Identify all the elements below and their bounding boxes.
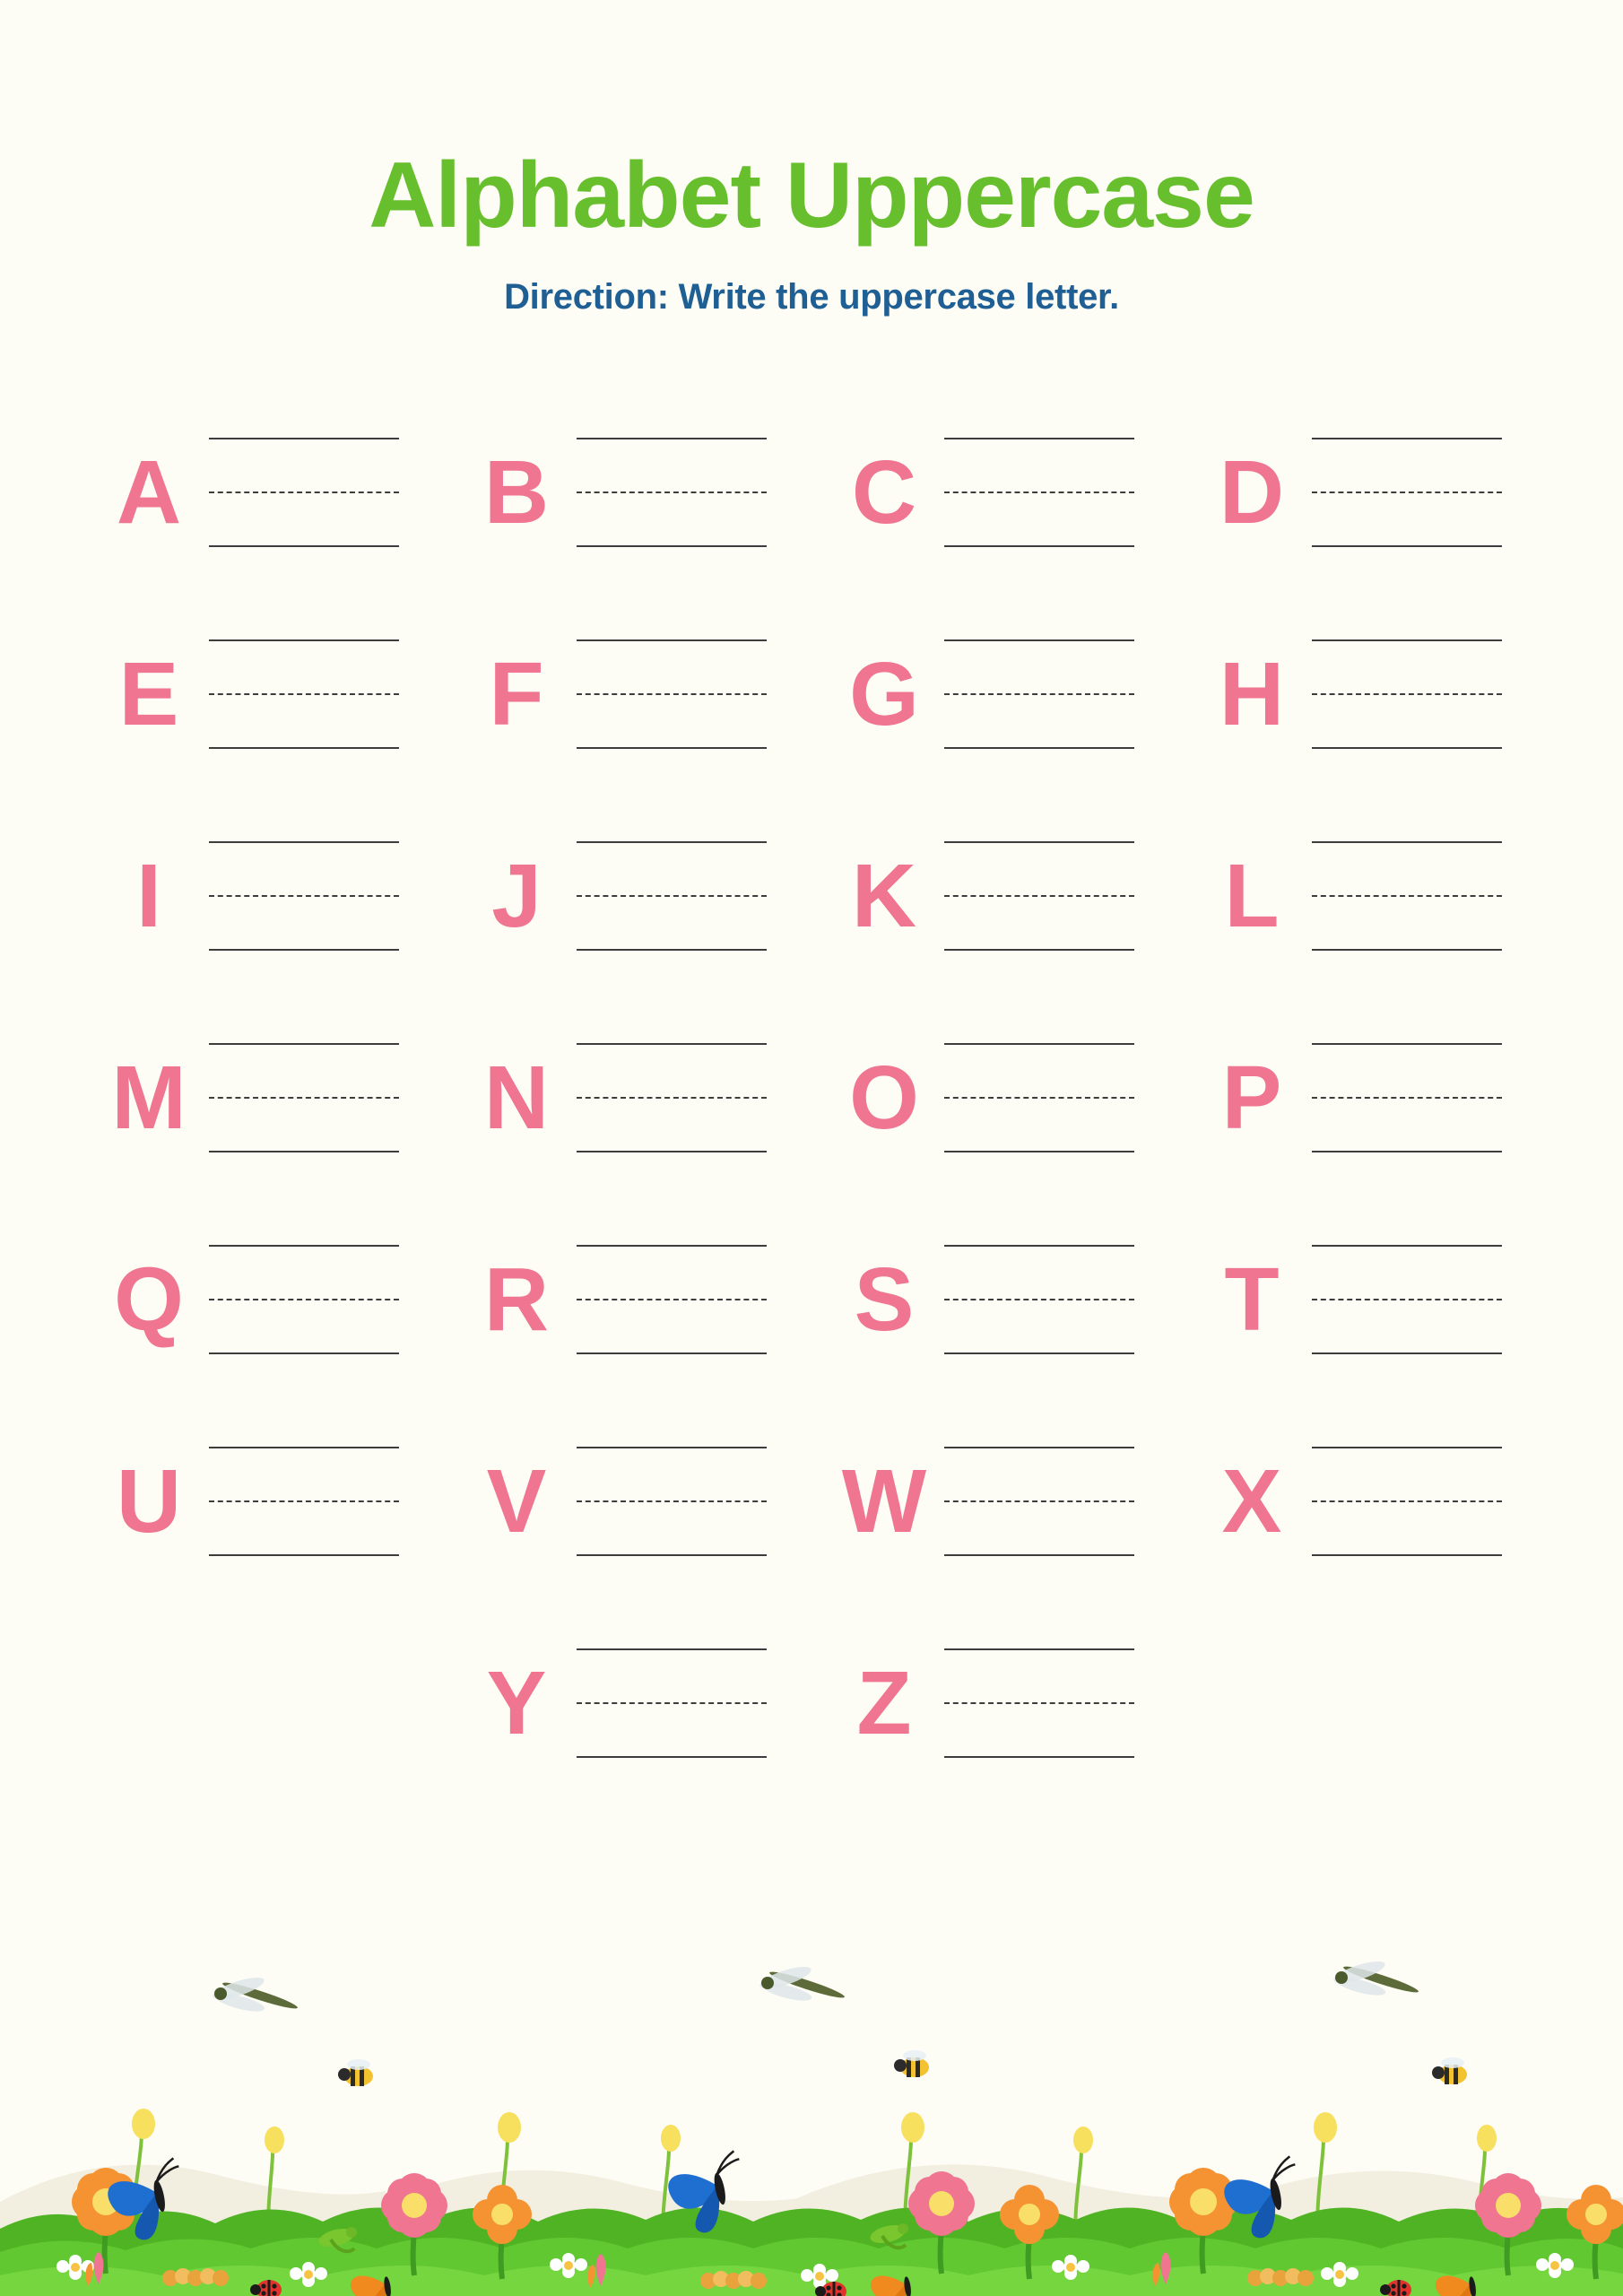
letter-glyph: O — [849, 1047, 919, 1148]
line-middle — [944, 491, 1134, 493]
letter-glyph: T — [1224, 1248, 1280, 1350]
letter-cell — [1179, 795, 1547, 996]
line-top — [944, 639, 1134, 641]
letter-cell — [812, 1198, 1179, 1400]
writing-lines[interactable] — [1312, 1434, 1502, 1569]
writing-lines[interactable] — [944, 425, 1134, 560]
letter-glyph: S — [854, 1248, 915, 1350]
letter-grid — [76, 391, 1547, 1804]
page-title: Alphabet Uppercase — [369, 144, 1254, 248]
line-top — [577, 1245, 767, 1247]
line-top — [944, 1648, 1134, 1650]
line-top — [209, 1043, 399, 1045]
letter-glyph: R — [483, 1248, 550, 1350]
writing-lines[interactable] — [1312, 1031, 1502, 1165]
letter-cell — [76, 1400, 444, 1602]
line-top — [577, 1447, 767, 1448]
line-bottom — [577, 1151, 767, 1152]
line-bottom — [944, 1756, 1134, 1758]
line-top — [944, 841, 1134, 843]
letter-cell — [444, 795, 812, 996]
line-top — [1312, 438, 1502, 439]
line-bottom — [944, 747, 1134, 749]
line-middle — [577, 491, 767, 493]
line-bottom — [209, 1151, 399, 1152]
line-bottom — [1312, 1151, 1502, 1152]
letter-glyph: X — [1221, 1450, 1282, 1552]
line-middle — [944, 1299, 1134, 1300]
letter-glyph: Q — [114, 1248, 184, 1350]
letter-glyph: U — [116, 1450, 182, 1552]
line-bottom — [577, 1756, 767, 1758]
line-middle — [577, 1500, 767, 1502]
line-top — [209, 841, 399, 843]
line-middle — [944, 1702, 1134, 1704]
letter-glyph: J — [491, 845, 542, 946]
writing-lines[interactable] — [944, 829, 1134, 963]
writing-lines[interactable] — [944, 1031, 1134, 1165]
line-bottom — [944, 1352, 1134, 1354]
writing-lines[interactable] — [1312, 1232, 1502, 1367]
line-top — [209, 639, 399, 641]
writing-lines[interactable] — [577, 1434, 767, 1569]
letter-glyph: E — [118, 643, 179, 744]
line-bottom — [577, 1352, 767, 1354]
writing-lines[interactable] — [1312, 829, 1502, 963]
line-bottom — [209, 545, 399, 547]
line-middle — [209, 1500, 399, 1502]
line-middle — [1312, 693, 1502, 695]
worksheet-header — [0, 0, 1623, 317]
letter-cell — [1179, 593, 1547, 795]
line-top — [944, 1447, 1134, 1448]
letter-glyph: C — [851, 441, 917, 543]
line-top — [577, 639, 767, 641]
line-bottom — [944, 949, 1134, 951]
line-top — [209, 438, 399, 439]
writing-lines[interactable] — [944, 1636, 1134, 1770]
writing-lines[interactable] — [944, 1232, 1134, 1367]
writing-lines[interactable] — [944, 1434, 1134, 1569]
line-middle — [209, 895, 399, 897]
line-bottom — [1312, 747, 1502, 749]
line-bottom — [944, 1151, 1134, 1152]
line-bottom — [1312, 1554, 1502, 1556]
line-bottom — [944, 545, 1134, 547]
letter-cell — [1179, 1198, 1547, 1400]
writing-lines[interactable] — [209, 829, 399, 963]
line-bottom — [577, 747, 767, 749]
line-top — [577, 841, 767, 843]
line-bottom — [209, 1554, 399, 1556]
writing-lines[interactable] — [577, 829, 767, 963]
line-top — [577, 438, 767, 439]
letter-cell — [444, 996, 812, 1198]
line-middle — [1312, 1097, 1502, 1099]
writing-lines[interactable] — [1312, 627, 1502, 761]
letter-glyph: N — [483, 1047, 550, 1148]
line-top — [944, 1245, 1134, 1247]
letter-glyph: G — [849, 643, 919, 744]
line-top — [1312, 1245, 1502, 1247]
line-bottom — [1312, 949, 1502, 951]
writing-lines[interactable] — [577, 1636, 767, 1770]
letter-cell — [76, 795, 444, 996]
letter-glyph: B — [483, 441, 550, 543]
direction-text: Direction: Write the uppercase letter. — [504, 277, 1119, 317]
letter-glyph: P — [1221, 1047, 1282, 1148]
line-bottom — [209, 747, 399, 749]
letter-cell — [812, 391, 1179, 593]
letter-cell — [812, 1602, 1179, 1804]
line-middle — [577, 1299, 767, 1300]
writing-lines[interactable] — [209, 425, 399, 560]
writing-lines[interactable] — [944, 627, 1134, 761]
line-middle — [1312, 491, 1502, 493]
letter-cell — [1179, 996, 1547, 1198]
letter-cell — [444, 391, 812, 593]
line-bottom — [209, 1352, 399, 1354]
letter-cell — [812, 593, 1179, 795]
line-top — [577, 1043, 767, 1045]
line-bottom — [944, 1554, 1134, 1556]
line-middle — [209, 693, 399, 695]
line-top — [209, 1447, 399, 1448]
line-bottom — [577, 949, 767, 951]
letter-cell — [1179, 1400, 1547, 1602]
letter-cell — [812, 795, 1179, 996]
letter-cell — [1179, 391, 1547, 593]
line-top — [944, 1043, 1134, 1045]
line-top — [1312, 1447, 1502, 1448]
line-middle — [1312, 1299, 1502, 1300]
letter-cell — [76, 391, 444, 593]
letter-glyph: Z — [856, 1652, 912, 1753]
garden-border-illustration — [0, 1933, 1623, 2296]
writing-lines[interactable] — [577, 1232, 767, 1367]
letter-cell — [444, 1198, 812, 1400]
writing-lines[interactable] — [577, 627, 767, 761]
line-middle — [209, 491, 399, 493]
letter-cell — [76, 996, 444, 1198]
line-bottom — [209, 949, 399, 951]
line-middle — [944, 895, 1134, 897]
line-middle — [209, 1299, 399, 1300]
letter-glyph: H — [1219, 643, 1285, 744]
line-top — [1312, 1043, 1502, 1045]
writing-lines[interactable] — [209, 1031, 399, 1165]
line-top — [1312, 841, 1502, 843]
letter-cell — [76, 593, 444, 795]
letter-cell — [76, 1198, 444, 1400]
line-bottom — [1312, 1352, 1502, 1354]
writing-lines[interactable] — [209, 1232, 399, 1367]
letter-glyph: F — [489, 643, 544, 744]
letter-glyph: W — [841, 1450, 927, 1552]
letter-cell — [444, 1602, 812, 1804]
writing-lines[interactable] — [1312, 425, 1502, 560]
writing-lines[interactable] — [577, 1031, 767, 1165]
letter-glyph: K — [851, 845, 917, 946]
line-middle — [577, 693, 767, 695]
letter-glyph: Y — [486, 1652, 547, 1753]
letter-glyph: L — [1224, 845, 1280, 946]
line-top — [944, 438, 1134, 439]
letter-cell — [812, 996, 1179, 1198]
letter-cell — [444, 1400, 812, 1602]
letter-glyph: D — [1219, 441, 1285, 543]
line-middle — [577, 1702, 767, 1704]
letter-glyph: M — [111, 1047, 187, 1148]
line-middle — [577, 895, 767, 897]
letter-cell — [812, 1400, 1179, 1602]
line-middle — [944, 693, 1134, 695]
line-bottom — [577, 545, 767, 547]
line-middle — [944, 1097, 1134, 1099]
writing-lines[interactable] — [209, 627, 399, 761]
line-middle — [1312, 1500, 1502, 1502]
letter-glyph: V — [486, 1450, 547, 1552]
line-bottom — [577, 1554, 767, 1556]
line-middle — [944, 1500, 1134, 1502]
letter-glyph: A — [116, 441, 182, 543]
line-middle — [577, 1097, 767, 1099]
line-top — [209, 1245, 399, 1247]
writing-lines[interactable] — [209, 1434, 399, 1569]
writing-lines[interactable] — [577, 425, 767, 560]
line-middle — [1312, 895, 1502, 897]
line-middle — [209, 1097, 399, 1099]
line-top — [577, 1648, 767, 1650]
letter-cell — [444, 593, 812, 795]
line-top — [1312, 639, 1502, 641]
letter-glyph: I — [136, 845, 161, 946]
line-bottom — [1312, 545, 1502, 547]
